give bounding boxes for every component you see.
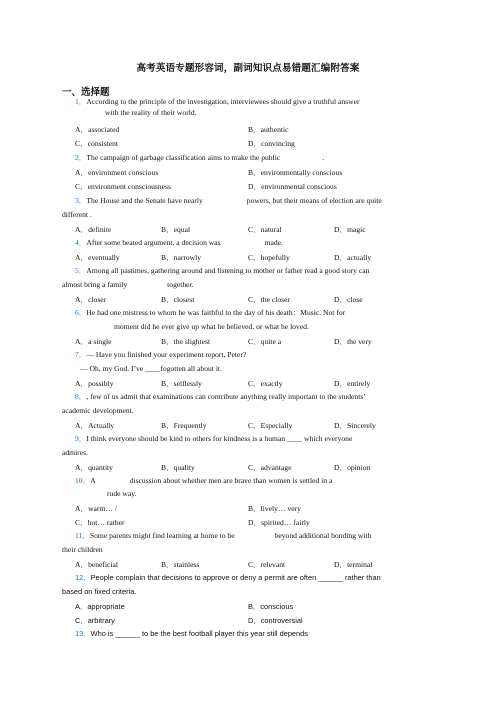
question-12 xyxy=(75,573,435,583)
option-b[interactable]: B．lively… very xyxy=(248,504,301,513)
question-text: People complain that decisions to approve or deny a permit are often ______ rather than xyxy=(90,573,381,582)
option-b[interactable]: B．quality xyxy=(161,463,195,472)
question-number: 6． xyxy=(75,308,87,317)
option-d[interactable]: D．opinion xyxy=(334,463,371,472)
question-1 xyxy=(75,97,435,107)
question-text-cont: based on fixed criteria. xyxy=(62,587,137,596)
question-7 xyxy=(75,350,435,360)
option-c[interactable]: C．Especially xyxy=(248,421,293,430)
option-c[interactable]: C．arbitrary xyxy=(75,616,115,625)
option-b[interactable]: B．conscious xyxy=(248,602,294,611)
option-a[interactable]: A．environment conscious xyxy=(75,168,159,177)
option-a[interactable]: A．definite xyxy=(75,225,112,234)
option-d[interactable]: D．spirited… fairly xyxy=(248,518,310,527)
question-text: According to the principle of the investigation, interviewees should give a truthful answer xyxy=(86,97,360,106)
option-a[interactable]: A．a single xyxy=(75,337,112,346)
option-d[interactable]: D．actually xyxy=(334,253,372,262)
option-a[interactable]: A．appropriate xyxy=(75,602,125,611)
question-9 xyxy=(75,434,435,444)
question-number: 7． xyxy=(75,350,87,359)
question-number: 2． xyxy=(75,153,87,162)
question-text-cont: their children xyxy=(62,545,103,554)
question-number: 11． xyxy=(75,531,90,540)
question-text-end: . xyxy=(322,153,325,162)
option-b[interactable]: B．selflessly xyxy=(161,379,202,388)
question-text-cont: moment did he ever give up what he believed, or what he loved. xyxy=(114,322,309,331)
question-text: After some heated argument, a decision was xyxy=(86,238,221,247)
question-number: 10． xyxy=(75,476,91,485)
question-number: 5． xyxy=(75,266,87,275)
option-d[interactable]: D．entirely xyxy=(334,379,371,388)
option-c[interactable]: C．advantage xyxy=(248,463,292,472)
option-d[interactable]: D．controversial xyxy=(248,616,303,625)
option-a[interactable]: A．beneficial xyxy=(75,560,119,569)
option-d[interactable]: D．Sincerely xyxy=(334,421,376,430)
option-d[interactable]: D．environmental conscious xyxy=(248,182,337,191)
question-text: The House and the Senate have nearly xyxy=(86,196,203,205)
option-a[interactable]: A．associated xyxy=(75,125,120,134)
option-a[interactable]: A．closer xyxy=(75,295,107,304)
option-c[interactable]: C．hot… rather xyxy=(75,518,125,527)
question-number: 9． xyxy=(75,434,87,443)
option-d[interactable]: D．convincing xyxy=(248,139,295,148)
option-b[interactable]: B．narrowly xyxy=(161,253,202,262)
question-text: Who is ______ to be the best football player this year still depends xyxy=(90,629,308,638)
question-number: 8． xyxy=(75,392,87,401)
question-text-mid: beyond additional bonding with xyxy=(274,531,372,540)
question-text-cont: academic development. xyxy=(62,406,134,415)
question-text-cont: with the reality of their world. xyxy=(105,108,197,117)
option-c[interactable]: C．relevant xyxy=(248,560,286,569)
option-b[interactable]: B．the slightest xyxy=(161,337,211,346)
question-text-cont: almost bring a family together. xyxy=(62,280,194,289)
section-heading: 一、选择题 xyxy=(62,88,110,98)
option-a[interactable]: A．quantity xyxy=(75,463,113,472)
question-4 xyxy=(75,238,435,248)
question-text: — Have you finished your experiment report, Peter? xyxy=(86,350,247,359)
question-text-cont: — Oh, my God. I’ve ____fogotten all about it. xyxy=(80,364,222,373)
question-text: He had one mistress to whom he was faithful to the day of his death：Music. Not for xyxy=(86,308,346,317)
question-number: 3． xyxy=(75,196,87,205)
question-number: 4． xyxy=(75,238,87,247)
question-6 xyxy=(75,308,435,318)
option-c[interactable]: C．hopefully xyxy=(248,253,290,262)
option-c[interactable]: C．the closer xyxy=(248,295,290,304)
question-13 xyxy=(75,629,435,639)
option-a[interactable]: A．possibly xyxy=(75,379,114,388)
option-b[interactable]: B．equal xyxy=(161,225,191,234)
question-text-mid: discussion about whether men are brave than women is settled in a xyxy=(129,476,333,485)
option-b[interactable]: B．authentic xyxy=(248,125,289,134)
question-text: I think everyone should be kind to others for kindness is a human ____ which everyone xyxy=(86,434,353,443)
option-c[interactable]: C．environment consciousness xyxy=(75,182,171,191)
option-d[interactable]: D．the very xyxy=(334,337,372,346)
option-d[interactable]: D．magic xyxy=(334,225,366,234)
option-b[interactable]: B．Frequently xyxy=(161,421,207,430)
question-text-cont: rude way. xyxy=(107,489,137,498)
question-text: A xyxy=(90,476,96,485)
question-number: 13． xyxy=(75,629,91,638)
question-text: Among all pastimes, gathering around and listening to mother or father read a good story can xyxy=(86,266,370,275)
question-3 xyxy=(75,196,435,206)
question-10 xyxy=(75,476,435,486)
question-text-cont: admires. xyxy=(62,448,88,457)
option-a[interactable]: A．eventually xyxy=(75,253,120,262)
page-title: 高考英语专题形容词，副词知识点易错题汇编附答案 xyxy=(136,64,360,74)
option-b[interactable]: B．environmentally conscious xyxy=(248,168,343,177)
question-8 xyxy=(75,392,435,402)
option-c[interactable]: C．quite a xyxy=(248,337,282,346)
question-text-end: powers, but their means of election are quite xyxy=(246,196,382,205)
question-number: 1． xyxy=(75,97,87,106)
question-text: , few of us admit that examinations can contribute anything really important to the students’ xyxy=(86,392,366,401)
question-11 xyxy=(75,531,435,541)
question-2 xyxy=(75,153,435,163)
question-text: The campaign of garbage classification aims to make the public xyxy=(86,153,281,162)
option-c[interactable]: C．consistent xyxy=(75,139,119,148)
option-c[interactable]: C．natural xyxy=(248,225,282,234)
question-number: 12． xyxy=(75,573,91,582)
question-text: Some parents might find learning at home to be xyxy=(89,531,235,540)
option-b[interactable]: B．stainless xyxy=(161,560,200,569)
option-c[interactable]: C．exactly xyxy=(248,379,283,388)
option-a[interactable]: A．warm… / xyxy=(75,504,117,513)
option-d[interactable]: D．terminal xyxy=(334,560,373,569)
question-5 xyxy=(75,266,435,276)
option-d[interactable]: D．close xyxy=(334,295,363,304)
option-a[interactable]: A．Actually xyxy=(75,421,115,430)
question-text-end: made. xyxy=(264,238,283,247)
question-text-cont: different . xyxy=(62,210,92,219)
option-b[interactable]: B．closest xyxy=(161,295,195,304)
